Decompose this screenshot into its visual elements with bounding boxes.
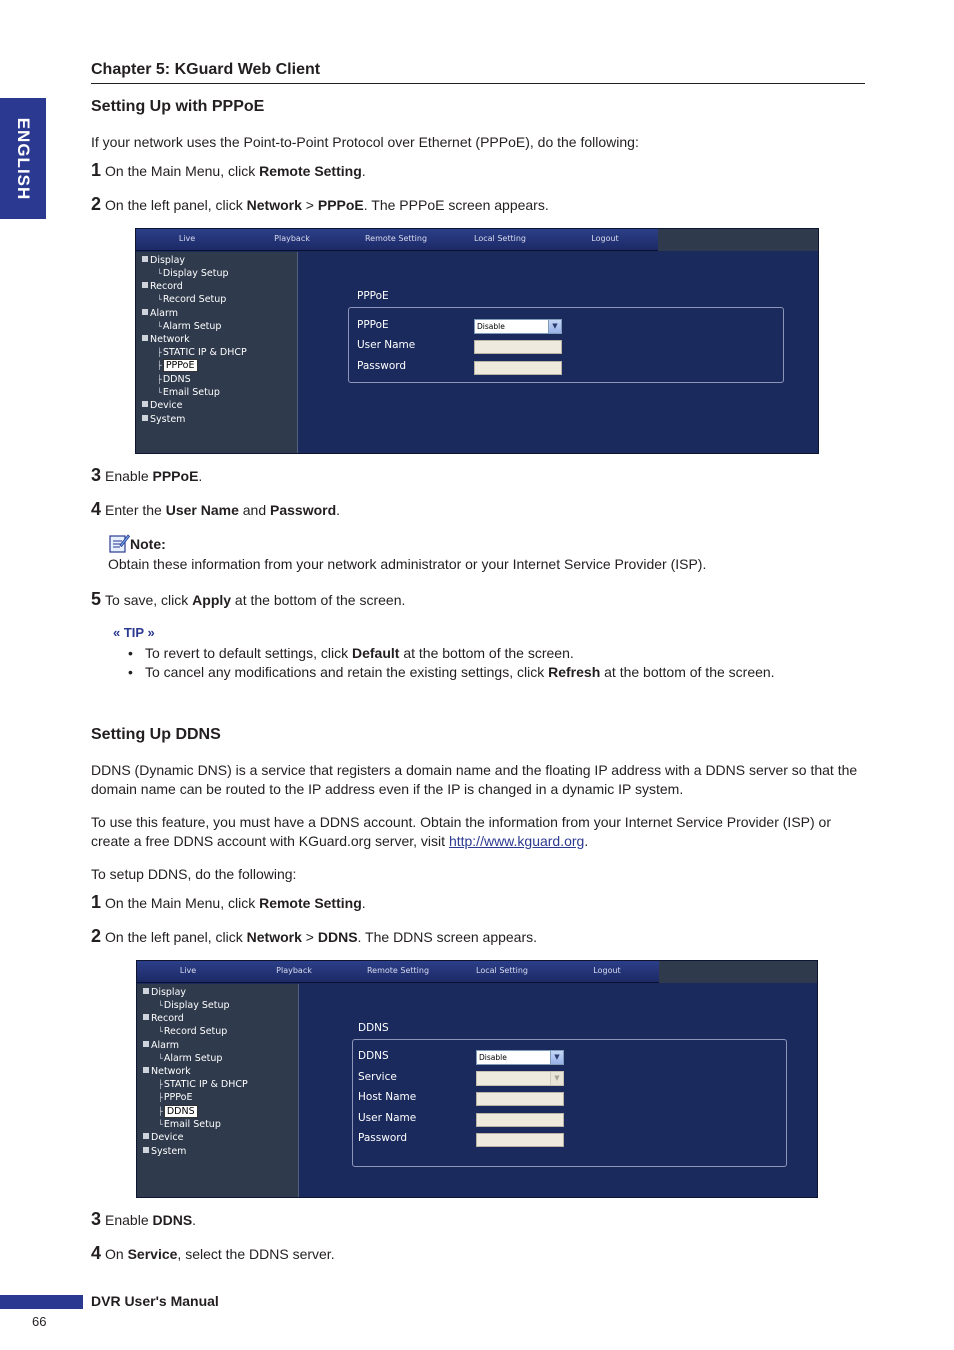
ddns-label: DDNS [358,1050,389,1062]
menu-logout[interactable]: Logout [593,966,621,975]
tree-alarm[interactable]: Alarm [143,1040,179,1052]
tip-label: « TIP » [113,625,155,640]
tree-network[interactable]: Network [142,334,190,346]
tip-list [128,644,775,682]
tree-record[interactable]: Record [142,281,183,293]
pppoe-pane-title: PPPoE [357,290,389,302]
pppoe-step-5: 5 To save, click Apply at the bottom of the screen. [91,589,406,609]
menu-local-setting[interactable]: Local Setting [476,966,528,975]
password-label: Password [357,360,407,372]
tree-email-setup[interactable]: └Email Setup [157,387,220,398]
pppoe-step-3: 3 Enable PPPoE. [91,465,203,485]
menu-playback[interactable]: Playback [274,234,310,243]
menu-local-setting[interactable]: Local Setting [474,234,526,243]
ddns-password-input[interactable] [476,1133,564,1147]
pppoe-step-1: 1 On the Main Menu, click Remote Setting. [91,160,366,180]
note-text: Obtain these information from your network administrator or your Internet Service Provider (ISP). [108,556,707,572]
ddns-step-2: 2 On the left panel, click Network > DDNS. The DDNS screen appears. [91,926,538,946]
tree-device[interactable]: Device [143,1132,184,1144]
tip-item: • To cancel any modifications and retain the existing settings, click Refresh at the bottom of the screen. [128,663,775,682]
tree-network[interactable]: Network [143,1066,191,1078]
pppoe-password-input[interactable] [474,361,562,375]
manual-title: DVR User's Manual [91,1293,219,1309]
ddns-step-3: 3 Enable DDNS. [91,1209,197,1229]
host-name-label: Host Name [358,1091,417,1103]
dvr-left-panel [137,984,299,1197]
tip-item: • To revert to default settings, click Default at the bottom of the screen. [128,644,775,663]
tree-system[interactable]: System [143,1146,186,1158]
ddns-step-4: 4 On Service, select the DDNS server. [91,1243,335,1263]
tree-display-setup[interactable]: └Display Setup [157,268,229,279]
menu-remote-setting[interactable]: Remote Setting [364,234,428,243]
note-label: Note: [130,536,166,552]
menu-logout[interactable]: Logout [591,234,619,243]
tree-alarm-setup[interactable]: └Alarm Setup [157,321,222,332]
tree-static-ip[interactable]: ├STATIC IP & DHCP [157,347,247,358]
pppoe-step-4: 4 Enter the User Name and Password. [91,499,341,519]
password-label: Password [358,1132,408,1144]
user-name-label: User Name [357,339,416,351]
tree-alarm[interactable]: Alarm [142,308,178,320]
tree-static-ip[interactable]: ├STATIC IP & DHCP [158,1079,248,1090]
tree-ddns[interactable]: ├DDNS [157,374,191,385]
page-number: 66 [32,1314,47,1329]
menu-remote-setting[interactable]: Remote Setting [366,966,430,975]
menu-live[interactable]: Live [178,234,196,243]
user-name-label: User Name [358,1112,417,1124]
pppoe-step-2: 2 On the left panel, click Network > PPPoE. The PPPoE screen appears. [91,194,549,214]
language-tab [0,98,46,219]
ddns-para-3: To setup DDNS, do the following: [91,866,297,882]
ddns-service-select[interactable] [476,1071,564,1086]
pppoe-label: PPPoE [357,319,389,331]
tree-pppoe[interactable]: ├PPPoE [158,1092,193,1103]
kguard-link[interactable]: http://www.kguard.org [448,833,585,849]
tree-device[interactable]: Device [142,400,183,412]
pppoe-intro: If your network uses the Point-to-Point Protocol over Ethernet (PPPoE), do the following: [91,134,639,150]
ddns-screenshot [136,960,818,1198]
service-label: Service [358,1071,397,1083]
menu-live[interactable]: Live [179,966,197,975]
header-divider [91,83,865,84]
note-block [108,533,706,572]
pppoe-user-name-input[interactable] [474,340,562,354]
tree-display-setup[interactable]: └Display Setup [158,1000,230,1011]
tree-display[interactable]: Display [142,255,185,267]
dvr-left-panel [136,252,298,453]
ddns-host-name-input[interactable] [476,1092,564,1106]
tree-record-setup[interactable]: └Record Setup [158,1026,228,1037]
ddns-user-name-input[interactable] [476,1113,564,1127]
menu-playback[interactable]: Playback [276,966,312,975]
tree-display[interactable]: Display [143,987,186,999]
ddns-enable-select[interactable]: Disable ▼ [476,1050,564,1065]
language-tab-label: ENGLISH [14,117,33,200]
footer-bar [0,1295,83,1309]
tree-record[interactable]: Record [143,1013,184,1025]
ddns-groupbox [352,1039,787,1167]
ddns-step-1: 1 On the Main Menu, click Remote Setting. [91,892,366,912]
pppoe-heading: Setting Up with PPPoE [91,98,265,115]
ddns-para-1: DDNS (Dynamic DNS) is a service that registers a domain name and the floating IP address with a DDNS server so that the domain name can be routed to the IP address even if the IP is changed in a dynamic IP system. [91,762,858,797]
pppoe-screenshot [135,228,819,454]
chevron-down-icon[interactable]: ▼ [548,320,561,333]
tree-alarm-setup[interactable]: └Alarm Setup [158,1053,223,1064]
pppoe-enable-select[interactable]: Disable ▼ [474,319,562,334]
chevron-down-icon[interactable]: ▼ [550,1072,563,1085]
tree-pppoe[interactable]: ├ PPPoE [157,360,198,372]
ddns-pane-title: DDNS [358,1022,389,1034]
notepad-icon [108,533,130,553]
tree-ddns[interactable]: ├ DDNS [158,1106,198,1118]
tree-system[interactable]: System [142,414,185,426]
tree-record-setup[interactable]: └Record Setup [157,294,227,305]
ddns-para-2: To use this feature, you must have a DDNS account. Obtain the information from your Internet Service Provider (ISP) or create a free DDNS account with KGuard.org server, visit http://www.kguard.org. [91,814,831,849]
tree-email-setup[interactable]: └Email Setup [158,1119,221,1130]
chevron-down-icon[interactable]: ▼ [550,1051,563,1064]
ddns-heading: Setting Up DDNS [91,726,221,743]
chapter-title: Chapter 5: KGuard Web Client [91,61,321,78]
